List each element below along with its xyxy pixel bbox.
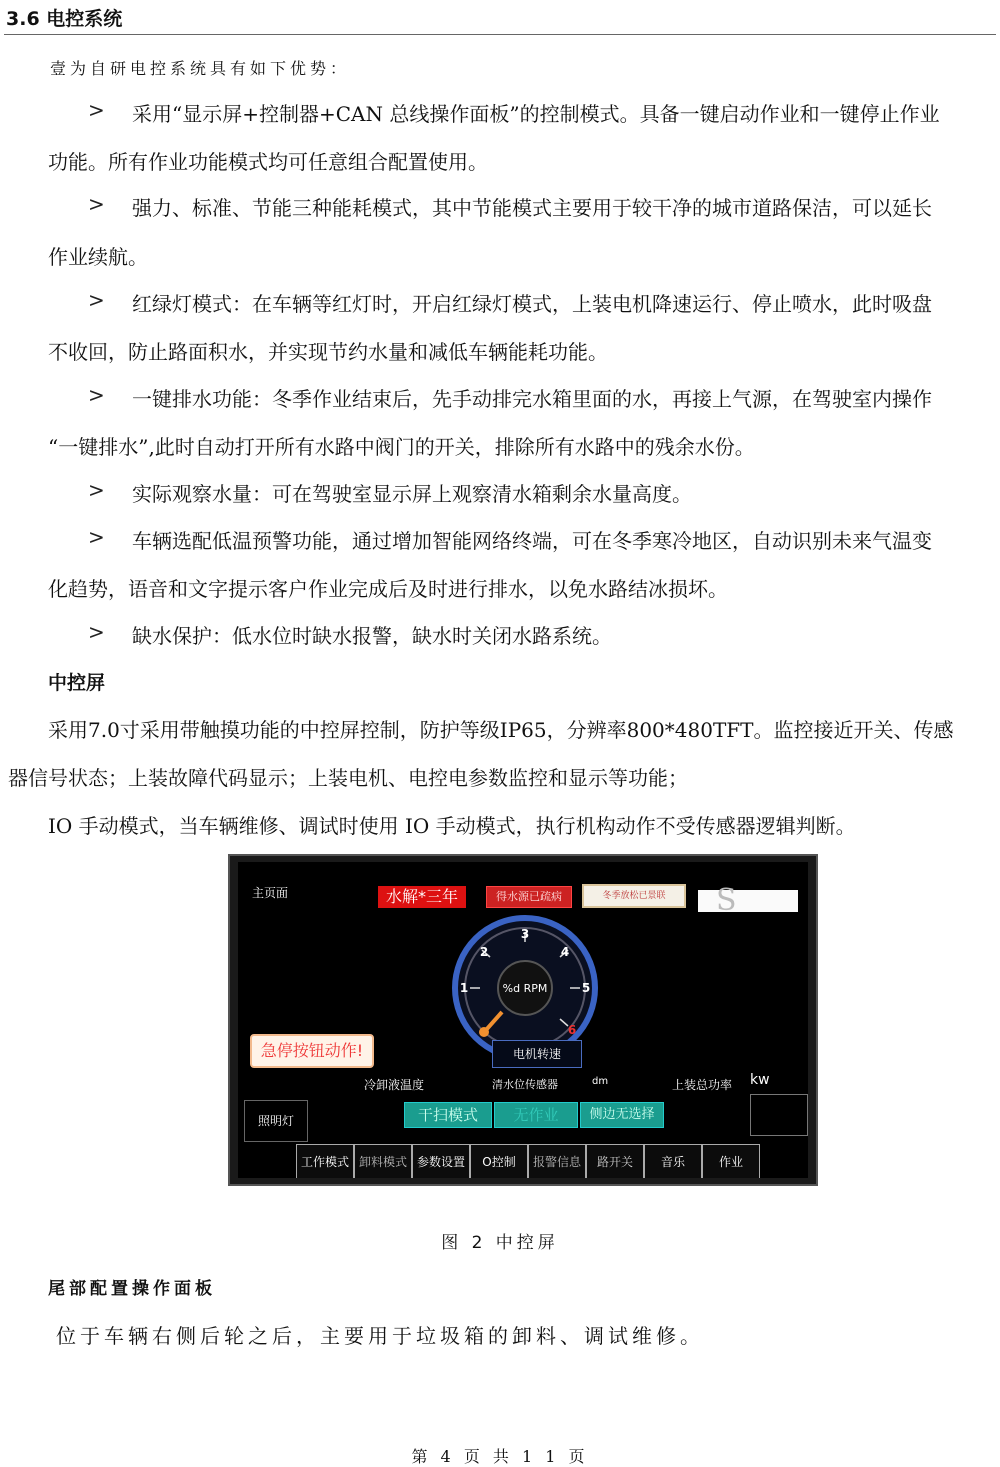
tab-road-switch[interactable]: 路开关 (586, 1144, 644, 1178)
bullet-4-line1: 一键排水功能：冬季作业结束后，先手动排完水箱里面的水，再接上气源，在驾驶室内操作 (132, 387, 932, 411)
bullet-marker: > (88, 383, 105, 407)
gauge-tick-label: 1 (459, 981, 469, 995)
mode-button-no-work[interactable]: 无作业 (494, 1102, 578, 1128)
section-heading: 3.6 电控系统 (6, 8, 123, 30)
kw-unit: kw (750, 1072, 770, 1088)
power-value-box (750, 1094, 808, 1136)
emergency-stop-alarm: 急停按钮动作! (250, 1034, 374, 1068)
screen-para1-line2: 器信号状态；上装故障代码显示；上装电机、电控电参数监控和显示等功能； (8, 766, 688, 790)
bullet-7-line1: 缺水保护：低水位时缺水报警，缺水时关闭水路系统。 (132, 624, 612, 648)
rpm-gauge (442, 908, 608, 1058)
bullet-marker: > (88, 620, 105, 644)
tab-io-control[interactable]: O控制 (470, 1144, 528, 1178)
gauge-tick-label: 6 (567, 1023, 577, 1037)
bullet-1-line1: 采用“显示屏+控制器+CAN 总线操作面板”的控制模式。具备一键启动作业和一键停止作业 (132, 102, 940, 126)
page-footer: 第 4 页 共 1 1 页 (411, 1447, 589, 1466)
water-sensor-label: 清水位传感器 (492, 1078, 558, 1091)
screen-para1-line1: 采用7.0寸采用带触摸功能的中控屏控制，防护等级IP65，分辨率800*480TFT。监控接近开关、传感 (48, 718, 954, 742)
bullet-5-line1: 实际观察水量：可在驾驶室显示屏上观察清水箱剩余水量高度。 (132, 482, 692, 506)
coolant-temp-label: 冷卸液温度 (364, 1078, 425, 1092)
bullet-2-line2: 作业续航。 (48, 245, 148, 269)
gauge-tick-label: 2 (479, 945, 489, 959)
tab-unload-mode[interactable]: 卸料模式 (354, 1144, 412, 1178)
mode-button-side[interactable]: 侧边无选择 (580, 1102, 664, 1128)
dm-unit: dm (592, 1076, 609, 1087)
bullet-2-line1: 强力、标准、节能三种能耗模式，其中节能模式主要用于较干净的城市道路保洁，可以延长 (132, 196, 932, 220)
bullet-marker: > (88, 288, 105, 312)
bullet-marker: > (88, 478, 105, 502)
hmi-warning-tag: 水解*三年 (378, 886, 466, 908)
hmi-home-label: 主页面 (252, 886, 289, 900)
tab-parameter-settings[interactable]: 参数设置 (412, 1144, 470, 1178)
heading-rule (4, 34, 996, 35)
tab-alarm-info[interactable]: 报警信息 (528, 1144, 586, 1178)
hmi-warning-tag: 得水源已疏病 (486, 886, 572, 908)
hmi-status-box: S (698, 890, 798, 912)
gauge-center-readout: %d RPM (502, 982, 548, 995)
tab-work-mode[interactable]: 工作模式 (296, 1144, 354, 1178)
bullet-3-line2: 不收回，防止路面积水，并实现节约水量和减低车辆能耗功能。 (48, 340, 608, 364)
mode-button-dry-sweep[interactable]: 干扫模式 (404, 1102, 492, 1128)
hmi-warning-tag: 冬季放松已景联 (582, 884, 686, 908)
bullet-1-line2: 功能。所有作业功能模式均可任意组合配置使用。 (48, 150, 488, 174)
tab-operation[interactable]: 作业 (702, 1144, 760, 1178)
screen-section-title: 中控屏 (48, 672, 106, 694)
bullet-6-line2: 化趋势，语音和文字提示客户作业完成后及时进行排水，以免水路结冰损坏。 (48, 577, 728, 601)
tail-panel-text: 位于车辆右侧后轮之后，主要用于垃圾箱的卸料、调试维修。 (56, 1324, 704, 1348)
gauge-tick-label: 5 (581, 981, 591, 995)
bullet-3-line1: 红绿灯模式：在车辆等红灯时，开启红绿灯模式，上装电机降速运行、停止喷水，此时吸盘 (132, 292, 932, 316)
lighting-button[interactable]: 照明灯 (244, 1100, 308, 1142)
gauge-tick-label: 4 (560, 945, 570, 959)
figure-caption: 图 2 中控屏 (441, 1233, 559, 1253)
hmi-screenshot (228, 854, 818, 1186)
total-power-label: 上装总功率 (672, 1078, 733, 1092)
motor-speed-label: 电机转速 (492, 1040, 582, 1068)
bullet-6-line1: 车辆选配低温预警功能，通过增加智能网络终端，可在冬季寒冷地区，自动识别未来气温变 (132, 529, 932, 553)
tab-music[interactable]: 音乐 (644, 1144, 702, 1178)
hmi-display (238, 862, 808, 1178)
intro-text: 壹为自研电控系统具有如下优势： (50, 59, 351, 78)
bullet-4-line2: “一键排水”,此时自动打开所有水路中阀门的开关，排除所有水路中的残余水份。 (48, 435, 755, 459)
tail-panel-title: 尾部配置操作面板 (48, 1279, 216, 1299)
gauge-tick-label: 3 (520, 927, 530, 941)
bullet-marker: > (88, 98, 105, 122)
screen-para2: IO 手动模式，当车辆维修、调试时使用 IO 手动模式，执行机构动作不受传感器逻辑判断。 (48, 814, 856, 838)
bullet-marker: > (88, 192, 105, 216)
bullet-marker: > (88, 525, 105, 549)
